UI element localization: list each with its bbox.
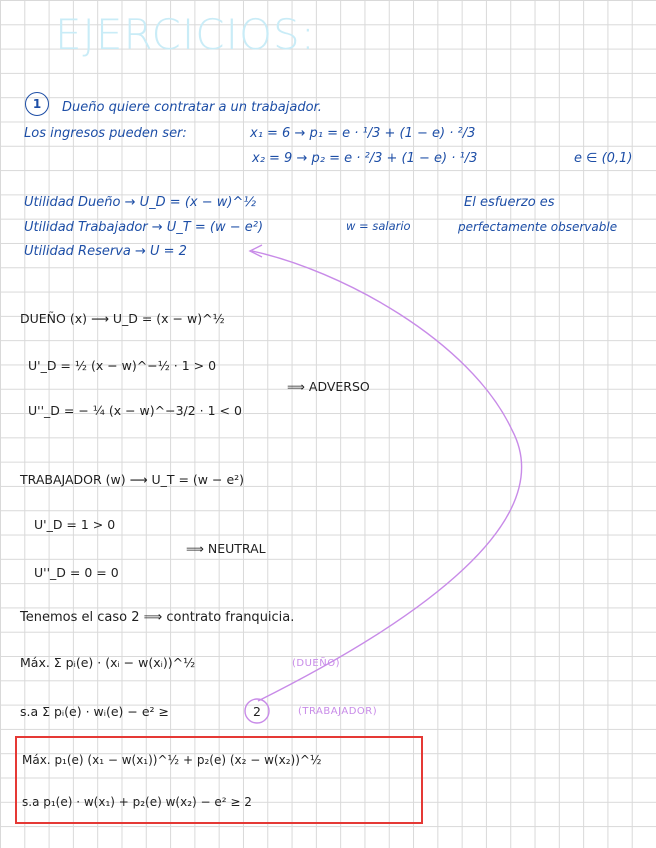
problem-max-tag: (DUEÑO) <box>292 658 340 669</box>
utility-reserve: Utilidad Reserva → U = 2 <box>24 244 187 259</box>
annotation-circle <box>245 699 269 723</box>
income-x1: x₁ = 6 → p₁ = e · ¹/3 + (1 − e) · ²/3 <box>250 126 476 141</box>
wage-note: w = salario <box>346 219 411 233</box>
owner-header: DUEÑO (x) ⟶ U_D = (x − w)^½ <box>20 311 225 326</box>
effort-note-line1: El esfuerzo es <box>464 195 555 210</box>
exercise-intro: Dueño quiere contratar a un trabajador. <box>62 100 322 115</box>
worker-conclusion: ⟹ NEUTRAL <box>186 541 266 556</box>
utility-worker: Utilidad Trabajador → U_T = (w − e²) <box>24 220 264 235</box>
page-title: EJERCICIOS: <box>55 10 316 59</box>
worker-second-derivative: U''_D = 0 = 0 <box>34 565 119 580</box>
owner-first-derivative: U'_D = ½ (x − w)^−½ · 1 > 0 <box>28 358 217 373</box>
worker-first-derivative: U'_D = 1 > 0 <box>34 517 116 532</box>
effort-domain: e ∈ (0,1) <box>574 151 633 166</box>
problem-st-line: s.a Σ pᵢ(e) · wᵢ(e) − e² ≥ <box>20 704 169 719</box>
worker-header: TRABAJADOR (w) ⟶ U_T = (w − e²) <box>20 472 245 487</box>
problem-st-tag: (TRABAJADOR) <box>298 706 378 717</box>
exercise-number-badge: 1 <box>25 92 49 116</box>
problem-max-line: Máx. Σ pᵢ(e) · (xᵢ − w(xᵢ))^½ <box>20 655 196 670</box>
problem-st-value: 2 <box>253 704 261 719</box>
owner-second-derivative: U''_D = − ¼ (x − w)^−3/2 · 1 < 0 <box>28 403 242 418</box>
case-statement: Tenemos el caso 2 ⟹ contrato franquicia. <box>20 610 295 625</box>
utility-owner: Utilidad Dueño → U_D = (x − w)^½ <box>24 195 256 210</box>
boxed-st-line: s.a p₁(e) · w(x₁) + p₂(e) w(x₂) − e² ≥ 2 <box>22 795 252 809</box>
incomes-label: Los ingresos pueden ser: <box>24 126 187 141</box>
annotation-arrowhead <box>250 245 262 257</box>
effort-note-line2: perfectamente observable <box>458 220 618 234</box>
boxed-max-line: Máx. p₁(e) (x₁ − w(x₁))^½ + p₂(e) (x₂ − w(x₂))^½ <box>22 753 322 767</box>
annotation-connector-curve <box>252 251 522 701</box>
income-x2: x₂ = 9 → p₂ = e · ²/3 + (1 − e) · ¹/3 <box>252 151 478 166</box>
owner-conclusion: ⟹ ADVERSO <box>287 379 370 394</box>
